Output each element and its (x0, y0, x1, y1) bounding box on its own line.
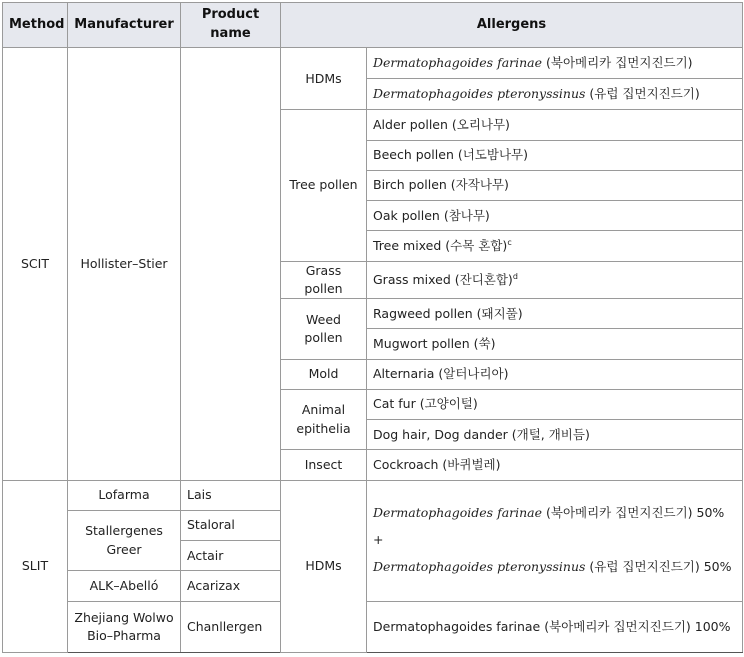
allergen-group-insect: Insect (281, 450, 367, 480)
footnote-mark: c (507, 237, 512, 247)
manufacturer-alk-abello: ALK–Abelló (68, 571, 181, 601)
manufacturer-hollister-stier: Hollister–Stier (68, 48, 181, 481)
allergen-item (367, 261, 743, 299)
allergen-group-hdms-slit: HDMs (281, 480, 367, 652)
allergen-item: Cockroach (바퀴벌레) (367, 450, 743, 480)
allergen-group-hdms: HDMs (281, 48, 367, 110)
header-row (3, 3, 743, 48)
allergen-item (367, 231, 743, 261)
product-chanllergen: Chanllergen (181, 601, 281, 652)
allergen-text: Tree mixed (수목 혼합) (373, 237, 508, 253)
allergen-item (367, 79, 743, 110)
allergen-item: Beech pollen (너도밤나무) (367, 140, 743, 170)
manufacturer-lofarma: Lofarma (68, 480, 181, 510)
allergen-item: Cat fur (고양이털) (367, 389, 743, 419)
allergen-text: Grass mixed (잔디혼합) (373, 271, 513, 287)
allergen-item: Alternaria (알터나리아) (367, 359, 743, 389)
scientific-name: Dermatophagoides pteronyssinus (373, 86, 586, 102)
allergen-group-grass-pollen: Grass pollen (281, 261, 367, 299)
allergen-group-tree-pollen: Tree pollen (281, 110, 367, 261)
allergen-item: Birch pollen (자작나무) (367, 170, 743, 200)
method-slit: SLIT (3, 480, 68, 652)
korean-name: (북아메리카 집먼지진드기) (542, 55, 693, 71)
product-acarizax: Acarizax (181, 571, 281, 601)
footnote-mark: d (512, 271, 518, 281)
scientific-name: Dermatophagoides farinae (373, 55, 543, 71)
allergen-table (2, 2, 743, 653)
table-row (3, 48, 743, 79)
product-lais: Lais (181, 480, 281, 510)
korean-name: (유럽 집먼지진드기) 50% (585, 558, 732, 574)
allergen-item: Dog hair, Dog dander (개털, 개비듬) (367, 420, 743, 450)
scientific-name: Dermatophagoides pteronyssinus (373, 558, 586, 574)
header-manufacturer: Manufacturer (68, 3, 181, 48)
korean-name: (유럽 집먼지진드기) (585, 86, 700, 102)
allergen-item (367, 48, 743, 79)
allergen-item: Ragweed pollen (돼지풀) (367, 299, 743, 329)
product-name-empty (181, 48, 281, 481)
allergen-group-mold: Mold (281, 359, 367, 389)
header-method: Method (3, 3, 68, 48)
allergen-mix (367, 480, 743, 601)
allergen-item: Oak pollen (참나무) (367, 201, 743, 231)
header-allergens: Allergens (281, 3, 743, 48)
manufacturer-zhejiang-wolwo: Zhejiang Wolwo Bio–Pharma (68, 601, 181, 652)
table-row (3, 601, 743, 652)
table-row (3, 480, 743, 510)
scientific-name: Dermatophagoides farinae (373, 505, 543, 521)
korean-name: (북아메리카 집먼지진드기) 50% + (373, 505, 725, 548)
allergen-group-animal-epithelia: Animal epithelia (281, 389, 367, 449)
manufacturer-stallergenes-greer: Stallergenes Greer (68, 510, 181, 570)
method-scit: SCIT (3, 48, 68, 481)
allergen-item: Alder pollen (오리나무) (367, 110, 743, 140)
product-staloral: Staloral (181, 510, 281, 540)
allergen-item: Mugwort pollen (쑥) (367, 329, 743, 359)
header-product-name: Product name (181, 3, 281, 48)
allergen-single: Dermatophagoides farinae (북아메리카 집먼지진드기) 100% (367, 601, 743, 652)
allergen-group-weed-pollen: Weed pollen (281, 299, 367, 359)
product-actair: Actair (181, 541, 281, 571)
